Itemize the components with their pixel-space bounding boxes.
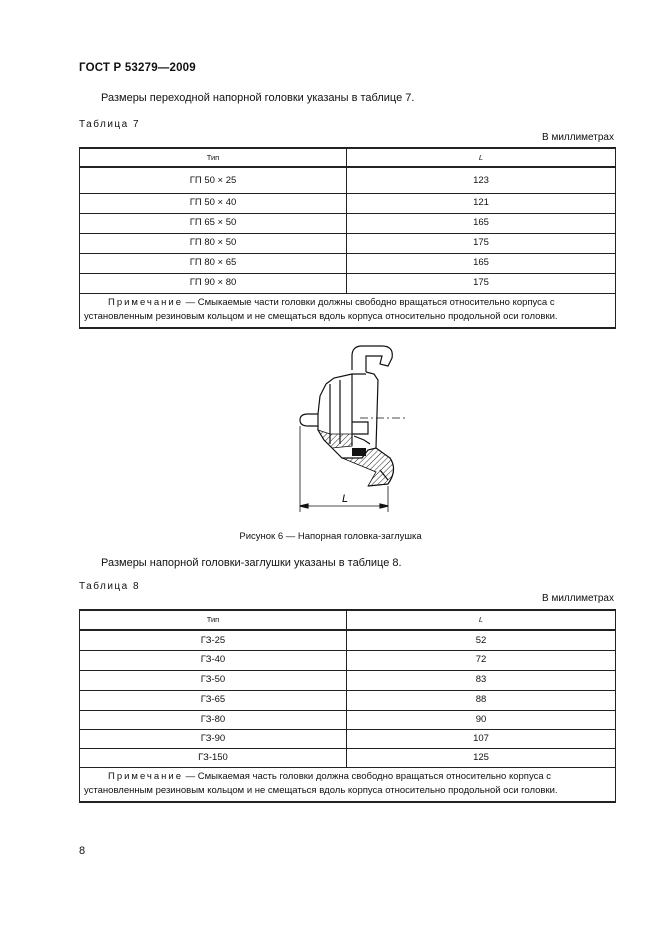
document-header: ГОСТ Р 53279—2009 xyxy=(79,62,196,74)
table7-note xyxy=(80,293,616,328)
table7-cell: 123 xyxy=(347,167,616,193)
table7-col-length: L xyxy=(347,148,616,167)
table8-note xyxy=(80,767,616,802)
table8-caption: Таблица 8 xyxy=(79,581,141,592)
table7-units: В миллиметрах xyxy=(542,132,614,143)
table7-col-type: Тип xyxy=(80,148,347,167)
table7-note-label: Примечание xyxy=(108,296,183,308)
table8-units: В миллиметрах xyxy=(542,593,614,604)
table7-intro: Размеры переходной напорной головки указаны в таблице 7. xyxy=(101,92,415,104)
table8 xyxy=(79,609,616,803)
table7-cell: 165 xyxy=(347,253,616,273)
table7-cell: ГП 80 × 65 xyxy=(80,253,347,273)
table8-cell: 52 xyxy=(347,630,616,650)
table7-note-text: — Смыкаемые части головки должны свободно вращаться относительно корпуса с установленным резиновым кольцом и не смещаться вдоль корпуса относительно продольной оси головки. xyxy=(84,296,558,322)
table7-cell: 175 xyxy=(347,233,616,253)
table8-cell: ГЗ-150 xyxy=(80,748,347,767)
table8-cell: 88 xyxy=(347,690,616,710)
table8-cell: 125 xyxy=(347,748,616,767)
figure6-caption: Рисунок 6 — Напорная головка-заглушка xyxy=(239,531,422,542)
table7-cell: 121 xyxy=(347,193,616,213)
table7-cell: 165 xyxy=(347,213,616,233)
table8-cell: ГЗ-50 xyxy=(80,670,347,690)
table8-intro: Размеры напорной головки-заглушки указаны в таблице 8. xyxy=(101,557,402,569)
table7-cell: ГП 50 × 25 xyxy=(80,167,347,193)
table8-cell: 107 xyxy=(347,729,616,748)
table7-cell: ГП 65 × 50 xyxy=(80,213,347,233)
table8-note-text: — Смыкаемая часть головки должна свободно вращаться относительно корпуса с установленным резиновым кольцом и не смещаться вдоль корпуса относительно продольной оси головки. xyxy=(84,770,558,796)
table8-cell: 90 xyxy=(347,710,616,729)
table7 xyxy=(79,147,616,329)
table8-note-label: Примечание xyxy=(108,770,183,782)
table8-cell: ГЗ-25 xyxy=(80,630,347,650)
hatched-section xyxy=(318,430,394,486)
table8-cell: ГЗ-40 xyxy=(80,650,347,670)
table8-col-length: L xyxy=(347,610,616,630)
table8-cell: 72 xyxy=(347,650,616,670)
page-number: 8 xyxy=(79,845,86,857)
figure6-drawing xyxy=(290,340,410,520)
table7-cell: ГП 50 × 40 xyxy=(80,193,347,213)
table8-cell: ГЗ-80 xyxy=(80,710,347,729)
table7-caption: Таблица 7 xyxy=(79,119,141,130)
table7-cell: 175 xyxy=(347,273,616,293)
table8-cell: 83 xyxy=(347,670,616,690)
plug-head-outline xyxy=(300,346,408,512)
table7-cell: ГП 80 × 50 xyxy=(80,233,347,253)
table8-cell: ГЗ-90 xyxy=(80,729,347,748)
table7-cell: ГП 90 × 80 xyxy=(80,273,347,293)
table8-col-type: Тип xyxy=(80,610,347,630)
table8-cell: ГЗ-65 xyxy=(80,690,347,710)
figure6-dimension-label: L xyxy=(342,493,349,505)
